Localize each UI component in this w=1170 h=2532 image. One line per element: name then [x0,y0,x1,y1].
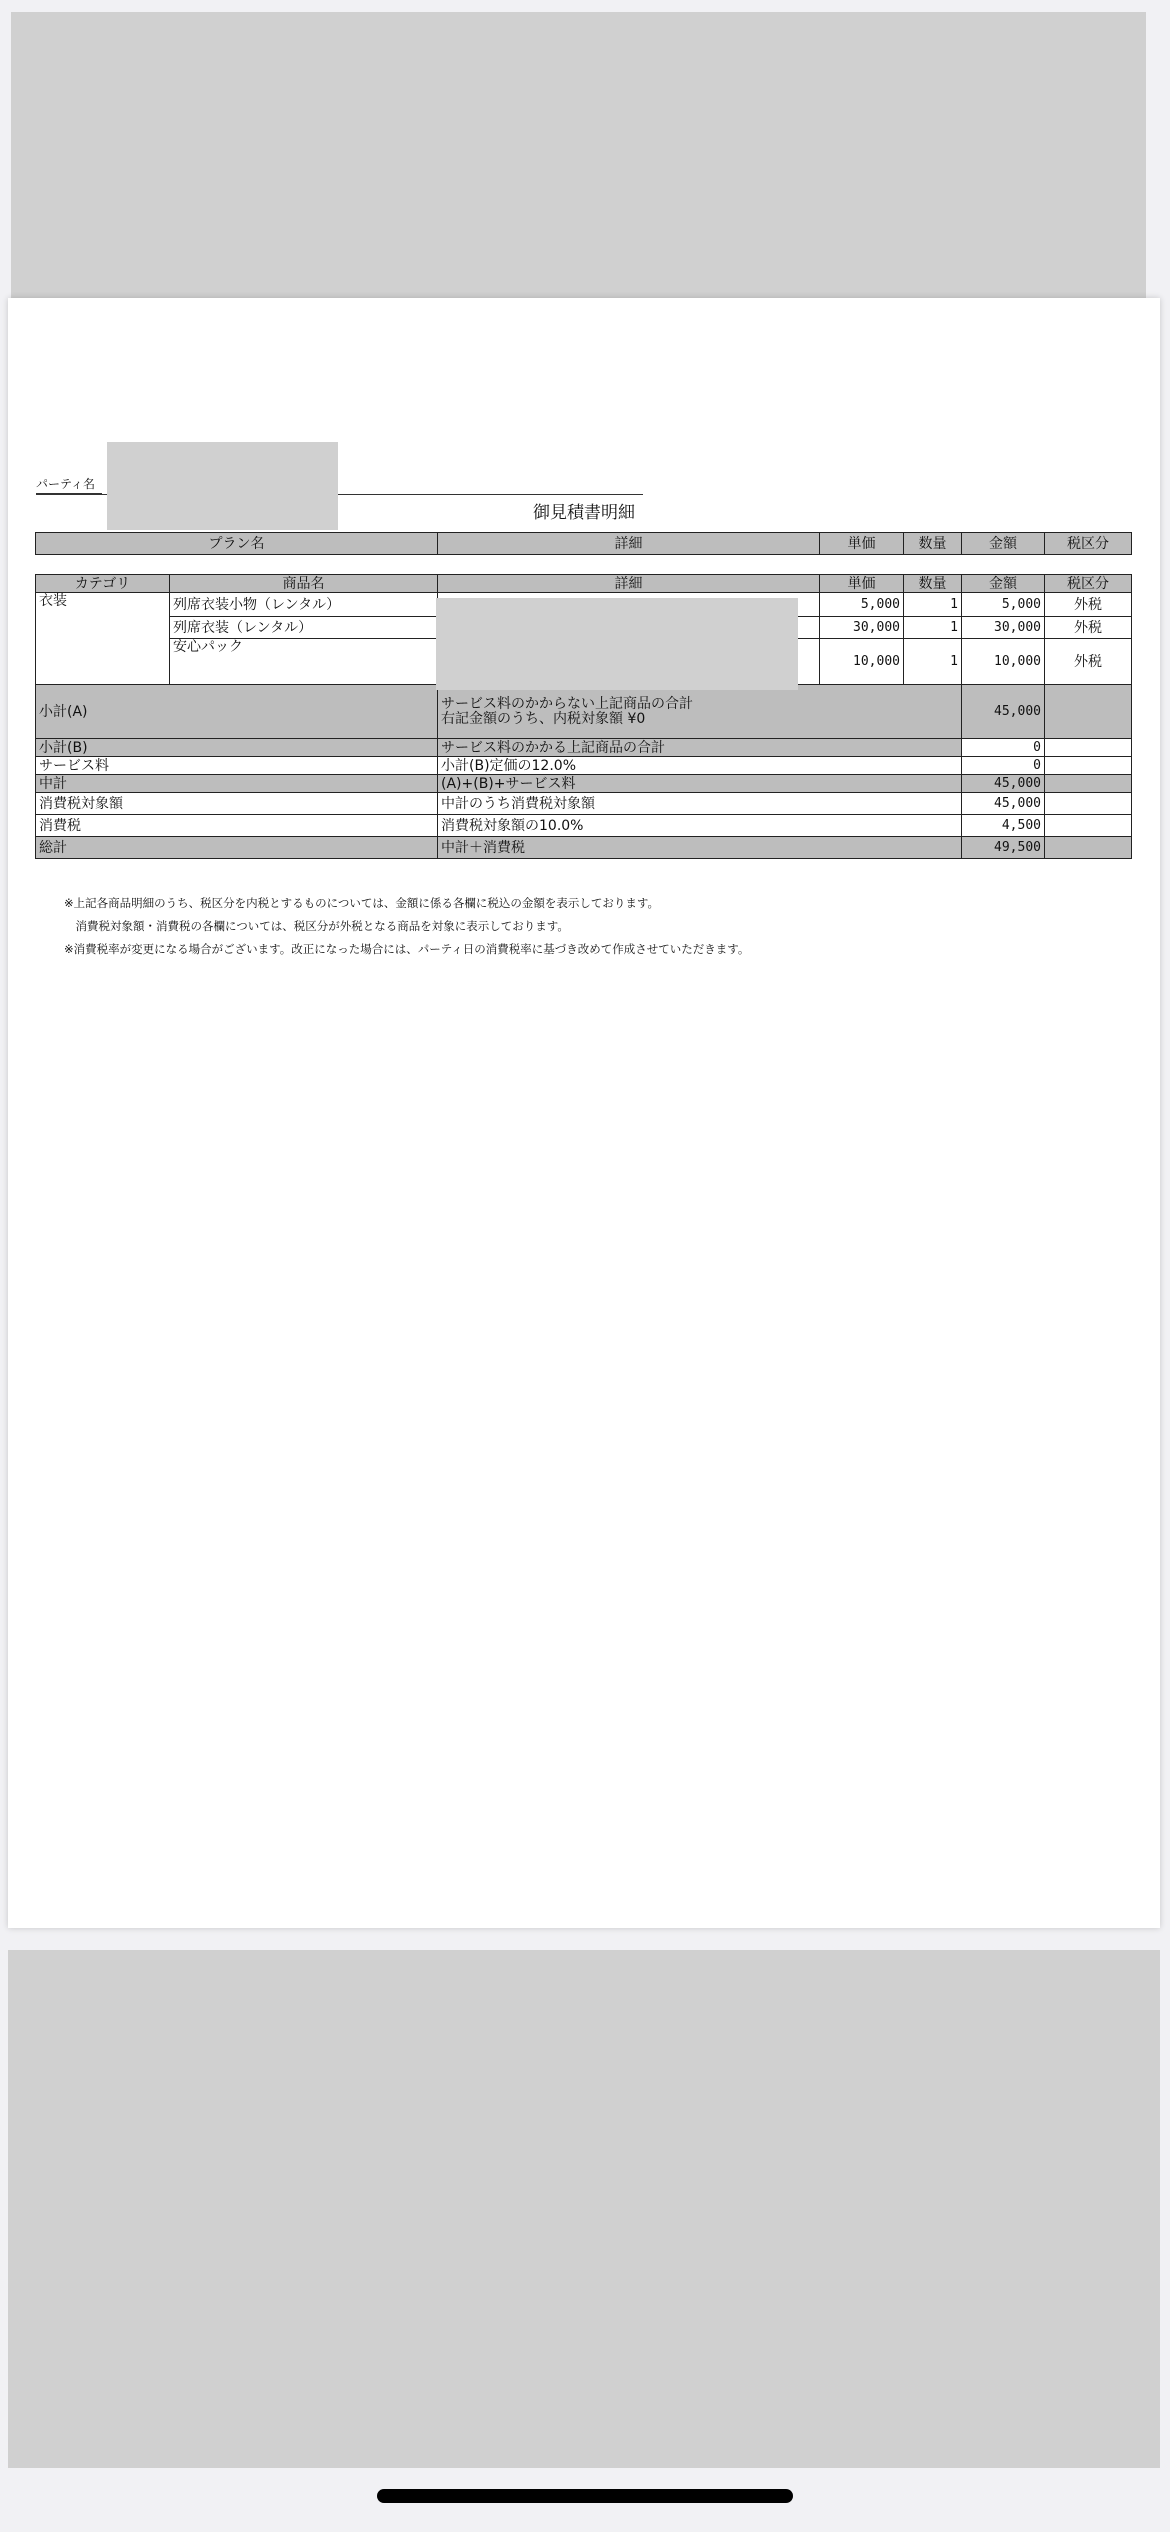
summary-detail: (A)+(B)+サービス料 [438,775,962,793]
summary-row-tax [36,815,1132,837]
party-name-label: パーティ名 [36,477,96,491]
item-name: 列席衣装（レンタル） [170,617,438,639]
summary-amount: 49,500 [962,837,1045,859]
party-name-underline [36,493,102,494]
plan-header-detail: 詳細 [438,533,820,555]
summary-tax-cell [1045,775,1132,793]
summary-row-taxable [36,793,1132,815]
summary-detail: 中計＋消費税 [438,837,962,859]
plan-header-amount: 金額 [962,533,1045,555]
summary-detail: サービス料のかかる上記商品の合計 [438,739,962,757]
summary-detail [438,685,962,739]
summary-amount: 45,000 [962,775,1045,793]
plan-header-unit-price: 単価 [820,533,904,555]
category-cell: 衣装 [36,593,170,685]
summary-tax-cell [1045,739,1132,757]
notes [64,892,749,961]
summary-label: サービス料 [36,757,438,775]
home-indicator[interactable] [377,2489,793,2503]
items-header-category: カテゴリ [36,575,170,593]
item-amount: 10,000 [962,639,1045,685]
note-line: ※上記各商品明細のうち、税区分を内税とするものについては、金額に係る各欄に税込の金額を表示しております。 [64,896,659,910]
summary-amount: 4,500 [962,815,1045,837]
plan-header-tax: 税区分 [1045,533,1132,555]
redacted-item-details [436,598,798,690]
summary-detail: 中計のうち消費税対象額 [438,793,962,815]
summary-tax-cell [1045,837,1132,859]
summary-tax-cell [1045,757,1132,775]
item-qty: 1 [904,593,962,617]
summary-amount: 45,000 [962,685,1045,739]
item-name: 安心パック [170,639,438,685]
summary-detail: 消費税対象額の10.0% [438,815,962,837]
summary-tax-cell [1045,793,1132,815]
summary-amount: 0 [962,739,1045,757]
estimate-page [8,298,1160,1928]
items-header-unit-price: 単価 [820,575,904,593]
items-header-amount: 金額 [962,575,1045,593]
redacted-next-page [8,1950,1160,2468]
item-tax: 外税 [1045,639,1132,685]
summary-amount: 45,000 [962,793,1045,815]
summary-label: 小計(B) [36,739,438,757]
plan-header-plan: プラン名 [36,533,438,555]
summary-detail: 小計(B)定価の12.0% [438,757,962,775]
items-header-detail: 詳細 [438,575,820,593]
note-line: 消費税対象額・消費税の各欄については、税区分が外税となる商品を対象に表示しております。 [64,919,569,933]
summary-label: 消費税対象額 [36,793,438,815]
summary-label: 中計 [36,775,438,793]
note-line: ※消費税率が変更になる場合がございます。改正になった場合には、パーティ日の消費税率に基づき改めて作成させていただきます。 [64,942,750,956]
summary-row-service-fee [36,757,1132,775]
plan-table [35,532,1132,555]
item-unit-price: 5,000 [820,593,904,617]
summary-label: 小計(A) [36,685,438,739]
item-amount: 30,000 [962,617,1045,639]
summary-tax-cell [1045,685,1132,739]
plan-header-qty: 数量 [904,533,962,555]
summary-row-grand-total [36,837,1132,859]
summary-label: 総計 [36,837,438,859]
item-tax: 外税 [1045,617,1132,639]
summary-row-midtotal [36,775,1132,793]
summary-amount: 0 [962,757,1045,775]
item-unit-price: 10,000 [820,639,904,685]
summary-row-subtotal-a [36,685,1132,739]
summary-tax-cell [1045,815,1132,837]
items-header-name: 商品名 [170,575,438,593]
document-title: 御見積書明細 [533,503,635,523]
item-unit-price: 30,000 [820,617,904,639]
item-name: 列席衣装小物（レンタル） [170,593,438,617]
item-amount: 5,000 [962,593,1045,617]
item-qty: 1 [904,639,962,685]
summary-label: 消費税 [36,815,438,837]
items-header-tax: 税区分 [1045,575,1132,593]
items-header-qty: 数量 [904,575,962,593]
summary-row-subtotal-b [36,739,1132,757]
summary-detail-line: 右記金額のうち、内税対象額 ¥0 [441,710,646,727]
item-qty: 1 [904,617,962,639]
item-tax: 外税 [1045,593,1132,617]
summary-detail-line: サービス料のかからない上記商品の合計 [441,695,693,712]
